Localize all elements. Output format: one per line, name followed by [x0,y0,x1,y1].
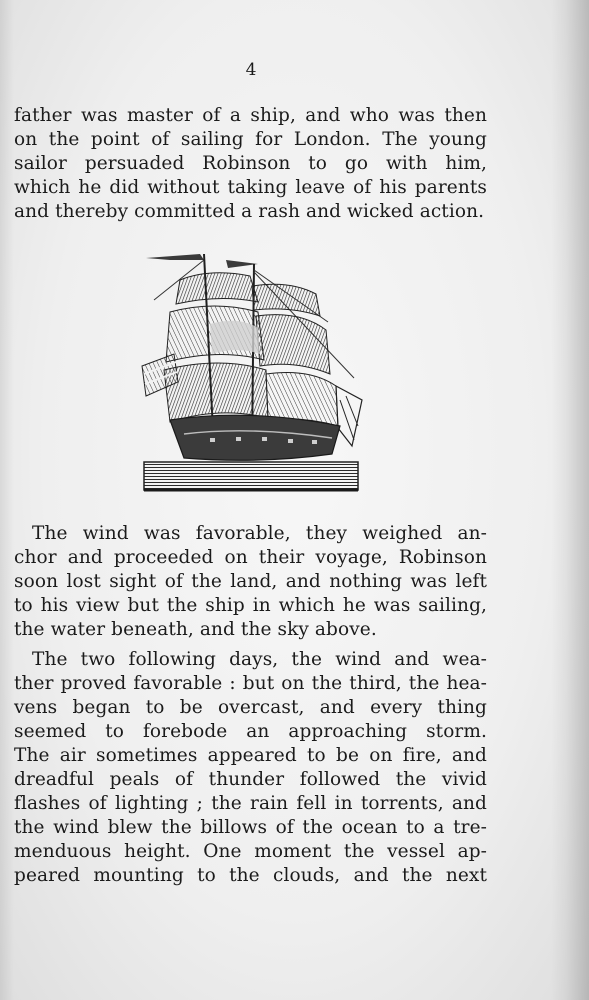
paragraph-1 [14,104,487,224]
text-line: which he did without taking leave of his parents [14,177,487,198]
text-line: and thereby committed a rash and wicked action. [14,201,485,222]
text-line: father was master of a ship, and who was then [14,105,487,126]
text-line: ther proved favorable : but on the third, the hea- [14,673,487,694]
text-line: The two following days, the wind and wea- [32,649,487,670]
text-line: dreadful peals of thunder followed the vivid [14,769,487,790]
text-line: The air sometimes appeared to be on fire, and [14,745,487,766]
text-line: the wind blew the billows of the ocean to a tre- [14,817,487,838]
text-line: to his view but the ship in which he was sailing, [14,595,487,616]
text-line: menduous height. One moment the vessel ap- [14,841,487,862]
text-line: seemed to forebode an approaching storm. [14,721,487,742]
page-gutter-shadow [0,0,14,1000]
text-line: vens began to be overcast, and every thing [14,697,487,718]
text-line: The wind was favorable, they weighed an- [32,523,487,544]
text-line: flashes of lighting ; the rain fell in torrents, and [14,793,487,814]
text-line: on the point of sailing for London. The young [14,129,487,150]
text-line: soon lost sight of the land, and nothing was left [14,571,487,592]
text-line: chor and proceeded on their voyage, Robinson [14,547,487,568]
page-edge-shadow [551,0,589,1000]
paragraph-2 [14,522,487,642]
paragraph-3 [14,648,487,888]
page-number: 4 [245,60,257,80]
text-line: the water beneath, and the sky above. [14,619,377,640]
ship-woodcut-illustration [140,250,364,498]
ship-illustration [140,250,364,498]
text-line: peared mounting to the clouds, and the next [14,865,487,886]
text-line: sailor persuaded Robinson to go with him, [14,153,487,174]
